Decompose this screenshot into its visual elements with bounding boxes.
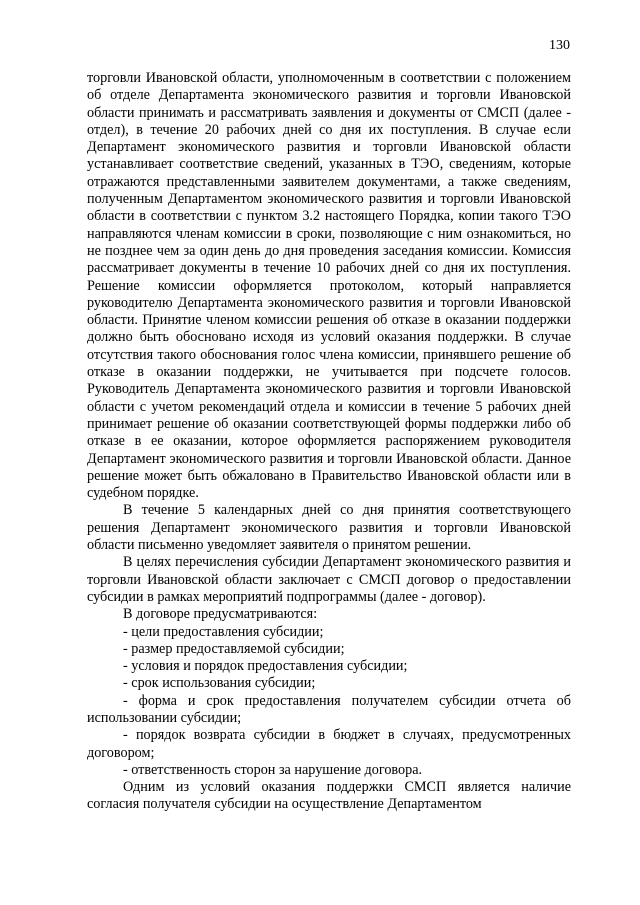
list-item: - порядок возврата субсидии в бюджет в случаях, предусмотренных договором;: [87, 727, 571, 761]
list-item: - условия и порядок предоставления субсидии;: [123, 658, 408, 675]
paragraph: В целях перечисления субсидии Департамент экономического развития и торговли Ивановской области заключает с СМСП договор о предоставлении субсидии в рамках мероприятий подпрограммы (далее - договор).: [87, 554, 571, 605]
document-body: [87, 70, 571, 814]
list-item: - размер предоставляемой субсидии;: [123, 640, 345, 657]
list-item: - форма и срок предоставления получателем субсидии отчета об использовании субсидии;: [87, 692, 571, 726]
list-item: - срок использования субсидии;: [123, 675, 316, 692]
paragraph: В договоре предусматриваются:: [123, 606, 318, 623]
list-item: - цели предоставления субсидии;: [123, 623, 324, 640]
list-item: - ответственность сторон за нарушение договора.: [123, 761, 423, 778]
paragraph: В течение 5 календарных дней со дня принятия соответствующего решения Департамент экономического развития и торговли Ивановской области письменно уведомляет заявителя о принятом решении.: [87, 502, 571, 554]
page-number: 130: [549, 38, 570, 53]
paragraph: Одним из условий оказания поддержки СМСП является наличие согласия получателя субсидии на осуществление Департаментом: [87, 779, 571, 813]
paragraph: торговли Ивановской области, уполномоченным в соответствии с положением об отделе Департамента экономического развития и торговли Ивановской области принимать и рассматривать заявления и документы от СМСП (далее - отдел), в течение 20 рабочих дней со дня их поступления. В случае если Департамент экономического развития и торговли Ивановской области устанавливает соответствие сведений, указанных в ТЭО, сведениям, которые отражаются представленными заявителем документами, а также сведениям, полученным Департаментом экономического развития и торговли Ивановской области в соответствии с пунктом 3.2 настоящего Порядка, копии такого ТЭО направляются членам комиссии в сроки, позволяющие с ним ознакомиться, но не позднее чем за один день до дня проведения заседания комиссии. Комиссия рассматривает документы в течение 10 рабочих дней со дня их поступления. Решение комиссии оформляется протоколом, который направляется руководителю Департамента экономического развития и торговли Ивановской области. Принятие членом комиссии решения об отказе в оказании поддержки должно быть обосновано исходя из условий оказания поддержки. В случае отсутствия такого обоснования голос члена комиссии, принявшего решение об отказе в оказании поддержки, не учитывается при подсчете голосов. Руководитель Департамента экономического развития и торговли Ивановской области с учетом рекомендаций отдела и комиссии в течение 5 рабочих дней принимает решение об оказании соответствующей формы поддержки либо об отказе в ее оказании, которое оформляется распоряжением руководителя Департамент экономического развития и торговли Ивановской области. Данное решение может быть обжаловано в Правительство Ивановской области или в судебном порядке.: [87, 70, 571, 502]
